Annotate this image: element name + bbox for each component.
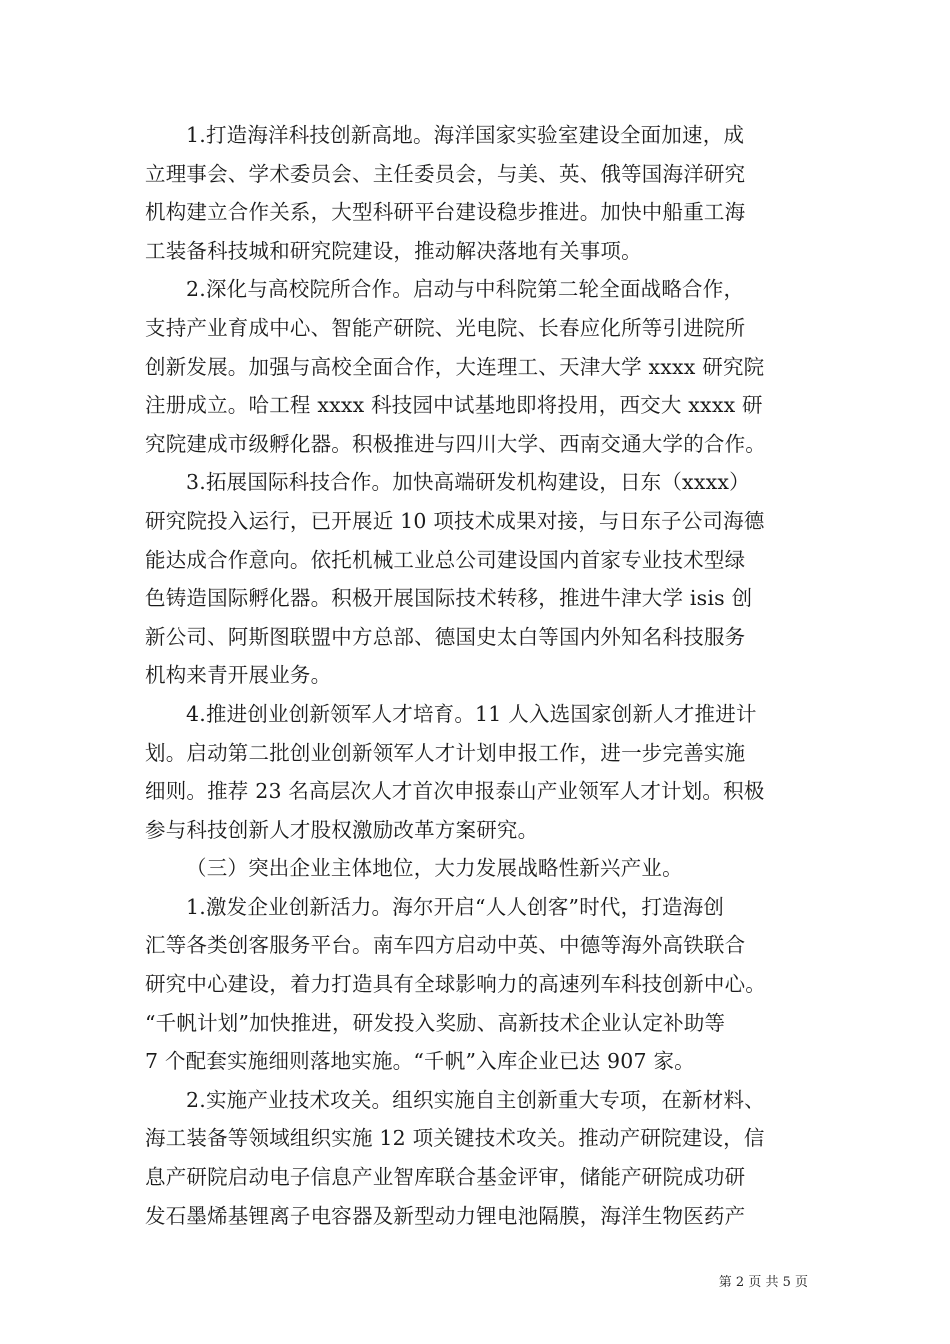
document-body [145, 116, 809, 1235]
text-line: 机构来青开展业务。 [145, 663, 332, 688]
text-line: 4.推进创业创新领军人才培育。11 人入选国家创新人才推进计 [186, 701, 757, 726]
text-line: 2.实施产业技术攻关。组织实施自主创新重大专项，在新材料、 [186, 1087, 765, 1112]
text-line: 色铸造国际孵化器。积极开展国际技术转移，推进牛津大学 isis 创 [145, 586, 753, 611]
text-line: “千帆计划”加快推进，研发投入奖励、高新技术企业认定补助等 [145, 1010, 726, 1035]
text-line: 机构建立合作关系，大型科研平台建设稳步推进。加快中船重工海 [145, 200, 746, 225]
text-line: 参与科技创新人才股权激励改革方案研究。 [145, 817, 539, 842]
text-line: 研究院投入运行，已开展近 10 项技术成果对接，与日东子公司海德 [145, 508, 765, 533]
text-line: 工装备科技城和研究院建设，推动解决落地有关事项。 [145, 238, 642, 263]
text-line: 创新发展。加强与高校全面合作，大连理工、天津大学 xxxx 研究院 [145, 354, 765, 379]
text-line: 立理事会、学术委员会、主任委员会，与美、英、俄等国海洋研究 [145, 161, 746, 186]
text-line: 新公司、阿斯图联盟中方总部、德国史太白等国内外知名科技服务 [145, 624, 746, 649]
text-line: 7 个配套实施细则落地实施。“千帆”入库企业已达 907 家。 [145, 1049, 695, 1074]
text-line: 划。启动第二批创业创新领军人才计划申报工作，进一步完善实施 [145, 740, 746, 765]
text-line: 1.激发企业创新活力。海尔开启“人人创客”时代，打造海创 [186, 894, 725, 919]
text-line: 注册成立。哈工程 xxxx 科技园中试基地即将投用，西交大 xxxx 研 [145, 393, 763, 418]
page-number: 第 2 页 共 5 页 [718, 1275, 808, 1290]
text-line: 能达成合作意向。依托机械工业总公司建设国内首家专业技术型绿 [145, 547, 746, 572]
text-line: 汇等各类创客服务平台。南车四方启动中英、中德等海外高铁联合 [145, 933, 746, 958]
text-line: 研究中心建设，着力打造具有全球影响力的高速列车科技创新中心。 [145, 972, 766, 997]
text-line: 细则。推荐 23 名高层次人才首次申报泰山产业领军人才计划。积极 [145, 779, 765, 804]
text-line: 支持产业育成中心、智能产研院、光电院、长春应化所等引进院所 [145, 315, 746, 340]
text-line: 究院建成市级孵化器。积极推进与四川大学、西南交通大学的合作。 [145, 431, 766, 456]
text-line: 3.拓展国际科技合作。加快高端研发机构建设，日东（xxxx） [186, 470, 750, 495]
text-line: 海工装备等领域组织实施 12 项关键技术攻关。推动产研院建设，信 [145, 1126, 765, 1151]
text-line: 1.打造海洋科技创新高地。海洋国家实验室建设全面加速，成 [186, 123, 745, 147]
text-line: 2.深化与高校院所合作。启动与中科院第二轮全面战略合作， [186, 277, 745, 302]
text-line: 息产研院启动电子信息产业智库联合基金评审，储能产研院成功研 [145, 1165, 746, 1190]
text-line: 发石墨烯基锂离子电容器及新型动力锂电池隔膜，海洋生物医药产 [145, 1203, 746, 1228]
text-line: （三）突出企业主体地位，大力发展战略性新兴产业。 [186, 856, 683, 881]
